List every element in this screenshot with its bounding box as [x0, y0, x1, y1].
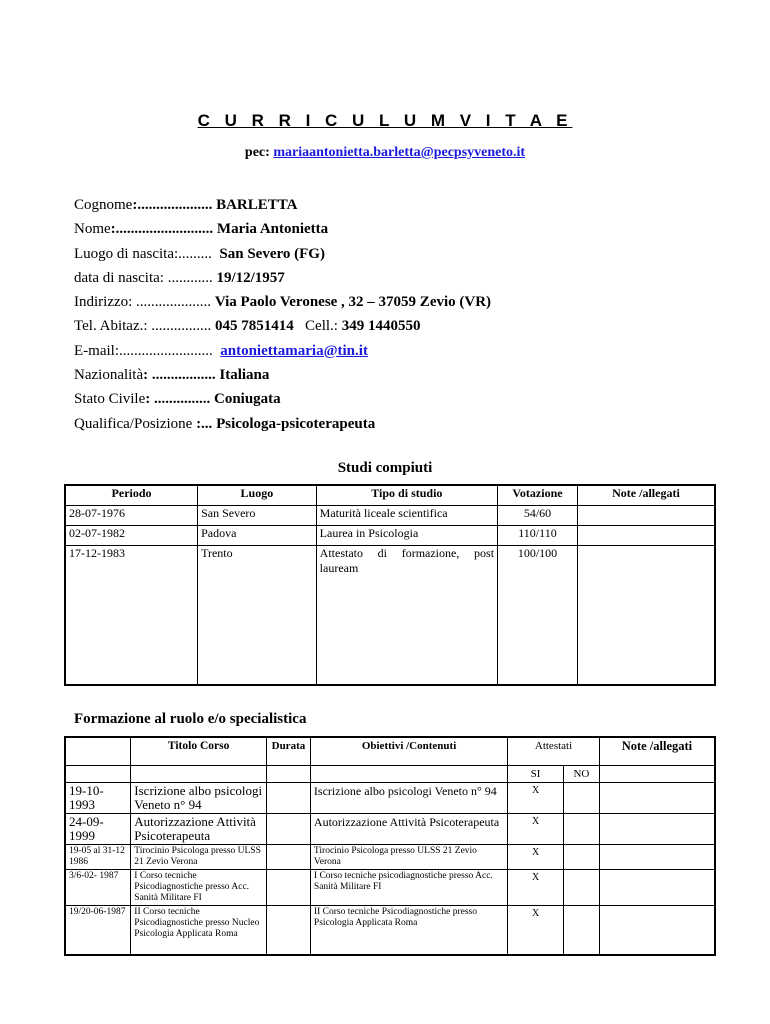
cell-no	[563, 869, 599, 905]
info-label: Nome	[74, 221, 111, 238]
col-tipo: Tipo di studio	[316, 485, 497, 505]
table-row	[65, 782, 715, 813]
cell-no	[563, 844, 599, 869]
formazione-heading: Formazione al ruolo e/o specialistica	[74, 711, 307, 727]
cell-note	[599, 869, 715, 905]
info-dots: : .................	[143, 367, 216, 384]
info-row-nazionalita	[74, 363, 491, 387]
cell-si: X	[508, 782, 564, 813]
pec-label: pec:	[244, 145, 270, 160]
info-value: 19/12/1957	[216, 269, 285, 286]
cell-obiettivi: Autorizzazione Attività Psicoterapeuta	[310, 813, 507, 844]
col-attestati: Attestati	[508, 737, 600, 765]
cell-obiettivi: Iscrizione albo psicologi Veneto n° 94	[310, 782, 507, 813]
info-row-email	[74, 339, 491, 363]
col-luogo: Luogo	[198, 485, 317, 505]
info-dots: :....................	[132, 197, 213, 213]
cell-note	[577, 545, 715, 685]
cell-obiettivi: Tirocinio Psicologa presso ULSS 21 Zevio Verona	[310, 844, 507, 869]
col-si: SI	[508, 765, 564, 782]
cell-note	[599, 813, 715, 844]
studi-header-row	[65, 485, 715, 505]
info-label: Cognome	[74, 197, 133, 213]
cell-luogo: Padova	[198, 525, 317, 545]
cell-luogo: Trento	[198, 545, 317, 685]
cell-si: X	[508, 869, 564, 905]
cell-titolo: Iscrizione albo psicologi Veneto n° 94	[131, 782, 267, 813]
cell-tipo: Maturità liceale scientifica	[316, 505, 497, 525]
cell-label: Cell.:	[305, 318, 338, 335]
cell-si: X	[508, 844, 564, 869]
table-row	[65, 505, 715, 525]
table-row	[65, 905, 715, 955]
cell-durata	[266, 813, 310, 844]
info-value: BARLETTA	[216, 197, 298, 213]
cell-titolo: II Corso tecniche Psicodiagnostiche presso Nucleo Psicologia Applicata Roma	[131, 905, 267, 955]
col-titolo: Titolo Corso	[131, 737, 267, 765]
cell-no	[563, 782, 599, 813]
formazione-table	[64, 736, 716, 956]
info-dots: : ............	[159, 269, 213, 286]
cell-note	[577, 505, 715, 525]
cell-periodo: 28-07-1976	[65, 505, 198, 525]
col-durata: Durata	[266, 737, 310, 765]
cell-tipo: Laurea in Psicologia	[316, 525, 497, 545]
cell-titolo: I Corso tecniche Psicodiagnostiche presso Acc. Sanità Militare FI	[131, 869, 267, 905]
cell-titolo: Autorizzazione Attività Psicoterapeuta	[131, 813, 267, 844]
info-value: Psicologa-psicoterapeuta	[216, 415, 376, 432]
info-value: Maria Antonietta	[216, 221, 329, 238]
info-dots: : ................	[143, 318, 212, 335]
cell-votazione: 54/60	[498, 505, 578, 525]
cell-periodo: 02-07-1982	[65, 525, 198, 545]
info-value: Via Paolo Veronese , 32 – 37059 Zevio (VR)	[214, 294, 492, 311]
cell-durata	[266, 782, 310, 813]
si-no-row	[65, 765, 715, 782]
cell-votazione: 110/110	[498, 525, 578, 545]
info-value: San Severo (FG)	[219, 245, 325, 262]
personal-info	[74, 193, 491, 436]
cell-luogo: San Severo	[198, 505, 317, 525]
cell-value: 349 1440550	[341, 318, 421, 335]
info-row-qualifica	[74, 412, 491, 436]
info-dots: :..........................	[110, 221, 214, 238]
cell-durata	[266, 905, 310, 955]
info-row-indirizzo	[74, 290, 491, 314]
table-row	[65, 869, 715, 905]
info-value: Coniugata	[214, 391, 281, 408]
cell-si: X	[508, 813, 564, 844]
info-label: Luogo di nascita	[74, 245, 174, 262]
info-row-telefono	[74, 314, 491, 338]
info-dots: :...	[192, 415, 213, 432]
pec-line	[0, 145, 770, 161]
cell-titolo: Tirocinio Psicologa presso ULSS 21 Zevio Verona	[131, 844, 267, 869]
email-link[interactable]: antoniettamaria@tin.it	[220, 342, 368, 359]
cell-periodo: 17-12-1983	[65, 545, 198, 685]
cell-obiettivi: II Corso tecniche Psicodiagnostiche presso Psicologia Applicata Roma	[310, 905, 507, 955]
col-periodo: Periodo	[65, 485, 198, 505]
info-row-cognome	[74, 193, 491, 217]
table-row	[65, 545, 715, 685]
col-no: NO	[563, 765, 599, 782]
cell-durata	[266, 869, 310, 905]
document-title: C U R R I C U L U M V I T A E	[197, 111, 573, 130]
cell-obiettivi: I Corso tecniche psicodiagnostiche presso Acc. Sanità Militare FI	[310, 869, 507, 905]
info-label: data di nascita	[74, 269, 160, 286]
pec-email-link[interactable]: mariaantonietta.barletta@pecpsyveneto.it	[273, 145, 526, 160]
info-label: Nazionalità	[74, 367, 144, 384]
col-note: Note /allegati	[577, 485, 715, 505]
cell-periodo: 19-10-1993	[65, 782, 131, 813]
info-label: Qualifica/Posizione	[74, 415, 193, 432]
cell-periodo: 3/6-02- 1987	[65, 869, 131, 905]
col-periodo	[65, 737, 131, 765]
info-value: Italiana	[219, 367, 270, 384]
table-row	[65, 844, 715, 869]
cell-periodo: 19-05 al 31-12 1986	[65, 844, 131, 869]
info-dots: : ...............	[145, 391, 211, 408]
info-dots: : ....................	[128, 294, 212, 311]
info-label: E-mail	[74, 342, 115, 359]
cell-no	[563, 813, 599, 844]
formazione-header-row	[65, 737, 715, 765]
cell-si: X	[508, 905, 564, 955]
info-row-data-nascita	[74, 266, 491, 290]
col-obiettivi: Obiettivi /Contenuti	[310, 737, 507, 765]
table-row	[65, 813, 715, 844]
cell-note	[599, 844, 715, 869]
cell-no	[563, 905, 599, 955]
cell-votazione: 100/100	[498, 545, 578, 685]
info-value: 045 7851414	[215, 318, 294, 335]
info-row-stato-civile	[74, 387, 491, 411]
cell-note	[599, 905, 715, 955]
cell-durata	[266, 844, 310, 869]
info-label: Indirizzo	[74, 294, 129, 311]
col-votazione: Votazione	[498, 485, 578, 505]
info-dots: :.........	[173, 245, 212, 262]
cell-periodo: 19/20-06-1987	[65, 905, 131, 955]
cell-note	[599, 782, 715, 813]
cell-note	[577, 525, 715, 545]
studi-table	[64, 484, 716, 686]
info-row-nome	[74, 217, 491, 241]
table-row	[65, 525, 715, 545]
info-dots: :.........................	[114, 342, 213, 359]
cell-periodo: 24-09-1999	[65, 813, 131, 844]
info-label: Tel. Abitaz.	[74, 318, 144, 335]
cell-tipo: Attestato di formazione, post lauream	[316, 545, 497, 685]
col-note: Note /allegati	[599, 737, 715, 765]
info-label: Stato Civile	[74, 391, 146, 408]
studi-heading: Studi compiuti	[337, 460, 433, 476]
info-row-luogo-nascita	[74, 242, 491, 266]
